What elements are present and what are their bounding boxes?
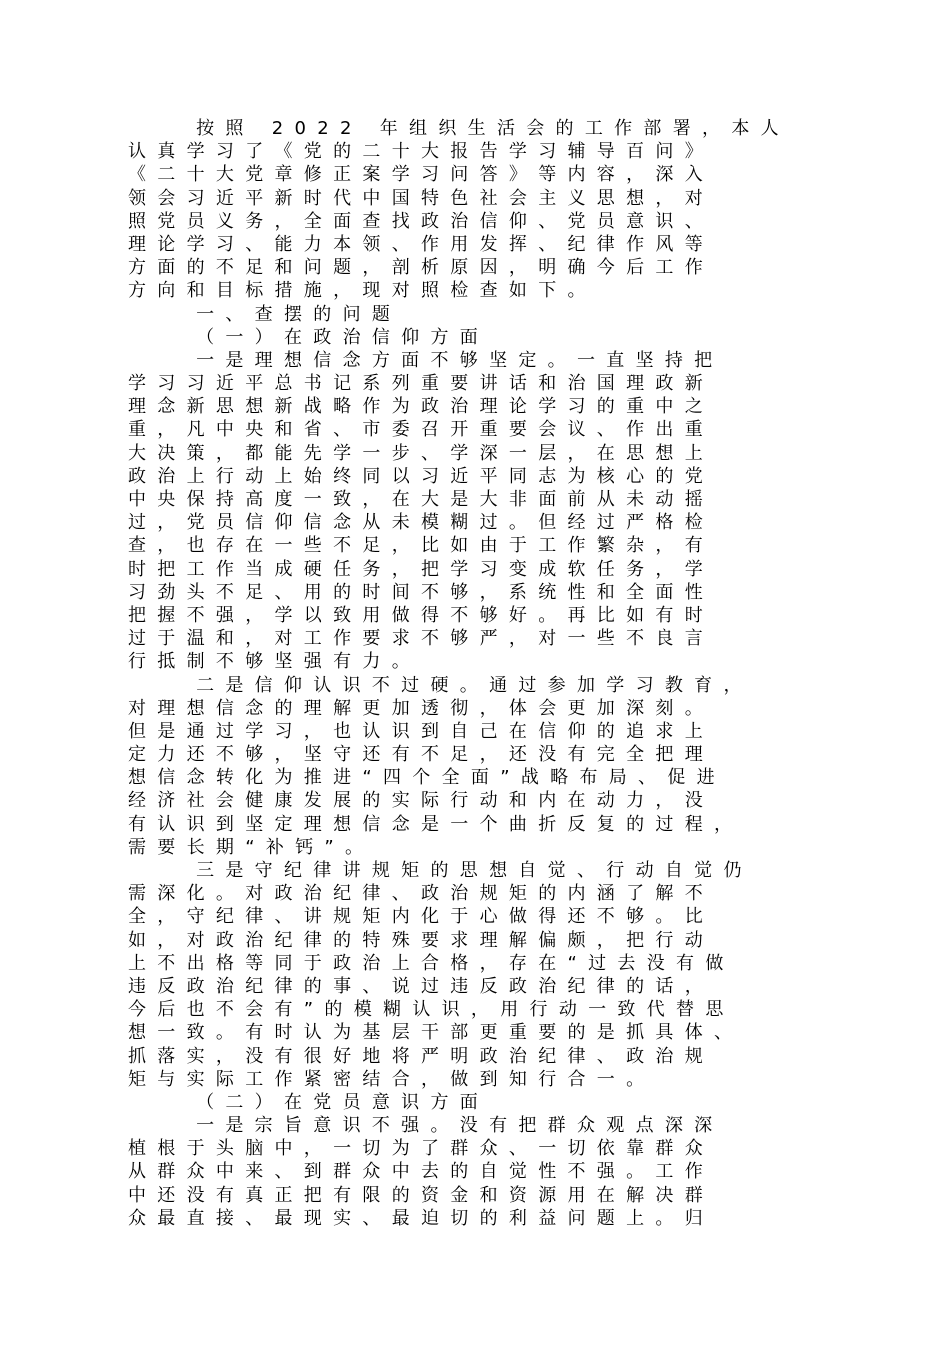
text-line: 方向和目标措施，现对照检查如下。 xyxy=(128,280,597,302)
text-line: 过，党员信仰信念从未模糊过。但经过严格检 xyxy=(128,512,714,534)
text-line: 重，凡中央和省、市委召开重要会议、作出重 xyxy=(128,419,714,441)
text-line: 抓落实，没有很好地将严明政治纪律、政治规 xyxy=(128,1045,714,1067)
text-line: 学习习近平总书记系列重要讲话和治国理政新 xyxy=(128,373,714,395)
text-line: 《二十大党章修正案学习问答》等内容，深入 xyxy=(128,164,714,186)
text-line: 理念新思想新战略作为政治理论学习的重中之 xyxy=(128,396,714,418)
text-line: 一是理想信念方面不够坚定。一直坚持把 xyxy=(128,349,724,371)
text-line: （一）在政治信仰方面 xyxy=(128,326,490,348)
text-line: 经济社会健康发展的实际行动和内在动力，没 xyxy=(128,790,714,812)
text-line: 查，也存在一些不足，比如由于工作繁杂，有 xyxy=(128,535,714,557)
text-line: 矩与实际工作紧密结合，做到知行合一。 xyxy=(128,1068,656,1090)
text-line: 对理想信念的理解更加透彻，体会更加深刻。 xyxy=(128,697,714,719)
text-line: 行抵制不够坚强有力。 xyxy=(128,651,421,673)
text-line: 过于温和，对工作要求不够严，对一些不良言 xyxy=(128,628,714,650)
text-line: 想信念转化为推进“四个全面”战略布局、促进 xyxy=(128,767,726,789)
text-line: 二是信仰认识不过硬。通过参加学习教育， xyxy=(128,674,753,696)
text-line: 一是宗旨意识不强。没有把群众观点深深 xyxy=(128,1115,724,1137)
text-line: 理论学习、能力本领、作用发挥、纪律作风等 xyxy=(128,233,714,255)
text-line: 中还没有真正把有限的资金和资源用在解决群 xyxy=(128,1184,714,1206)
text-line: 一、查摆的问题 xyxy=(128,303,402,325)
document-body xyxy=(128,117,848,1230)
text-line: 习劲头不足、用的时间不够，系统性和全面性 xyxy=(128,581,714,603)
text-line: 需深化。对政治纪律、政治规矩的内涵了解不 xyxy=(128,883,714,905)
text-line: 大决策，都能先学一步、学深一层，在思想上 xyxy=(128,442,714,464)
text-line: 植根于头脑中，一切为了群众、一切依靠群众 xyxy=(128,1138,714,1160)
text-line: 方面的不足和问题，剖析原因，明确今后工作 xyxy=(128,257,714,279)
text-line: 定力还不够，坚守还有不足，还没有完全把理 xyxy=(128,744,714,766)
text-line: 政治上行动上始终同以习近平同志为核心的党 xyxy=(128,465,714,487)
text-line: （二）在党员意识方面 xyxy=(128,1091,490,1113)
text-line: 今后也不会有”的模糊认识，用行动一致代替思 xyxy=(128,999,735,1021)
text-line: 想一致。有时认为基层干部更重要的是抓具体、 xyxy=(128,1022,744,1044)
text-line: 照党员义务，全面查找政治信仰、党员意识、 xyxy=(128,210,714,232)
text-line: 时把工作当成硬任务，把学习变成软任务，学 xyxy=(128,558,714,580)
text-line: 中央保持高度一致，在大是大非面前从未动摇 xyxy=(128,489,714,510)
text-line: 认真学习了《党的二十大报告学习辅导百问》 xyxy=(128,141,714,163)
text-line: 众最直接、最现实、最迫切的利益问题上。归 xyxy=(128,1207,714,1229)
text-line: 违反政治纪律的事、说过违反政治纪律的话， xyxy=(128,975,714,997)
text-line: 上不出格等同于政治上合格，存在“过去没有做 xyxy=(128,952,735,974)
text-line: 但是通过学习，也认识到自己在信仰的追求上 xyxy=(128,720,714,742)
text-line: 领会习近平新时代中国特色社会主义思想，对 xyxy=(128,187,714,209)
text-line: 如，对政治纪律的特殊要求理解偏颇，把行动 xyxy=(128,929,714,951)
text-line: 把握不强，学以致用做得不够好。再比如有时 xyxy=(128,604,714,626)
text-line: 三是守纪律讲规矩的思想自觉、行动自觉仍 xyxy=(128,860,753,881)
text-line: 从群众中来、到群众中去的自觉性不强。工作 xyxy=(128,1161,714,1183)
text-line: 有认识到坚定理想信念是一个曲折反复的过程， xyxy=(128,813,744,835)
text-line: 全，守纪律、讲规矩内化于心做得还不够。比 xyxy=(128,906,714,928)
text-line: 需要长期“补钙”。 xyxy=(128,836,375,858)
text-line: 按照 2022 年组织生活会的工作部署，本人 xyxy=(128,118,790,139)
